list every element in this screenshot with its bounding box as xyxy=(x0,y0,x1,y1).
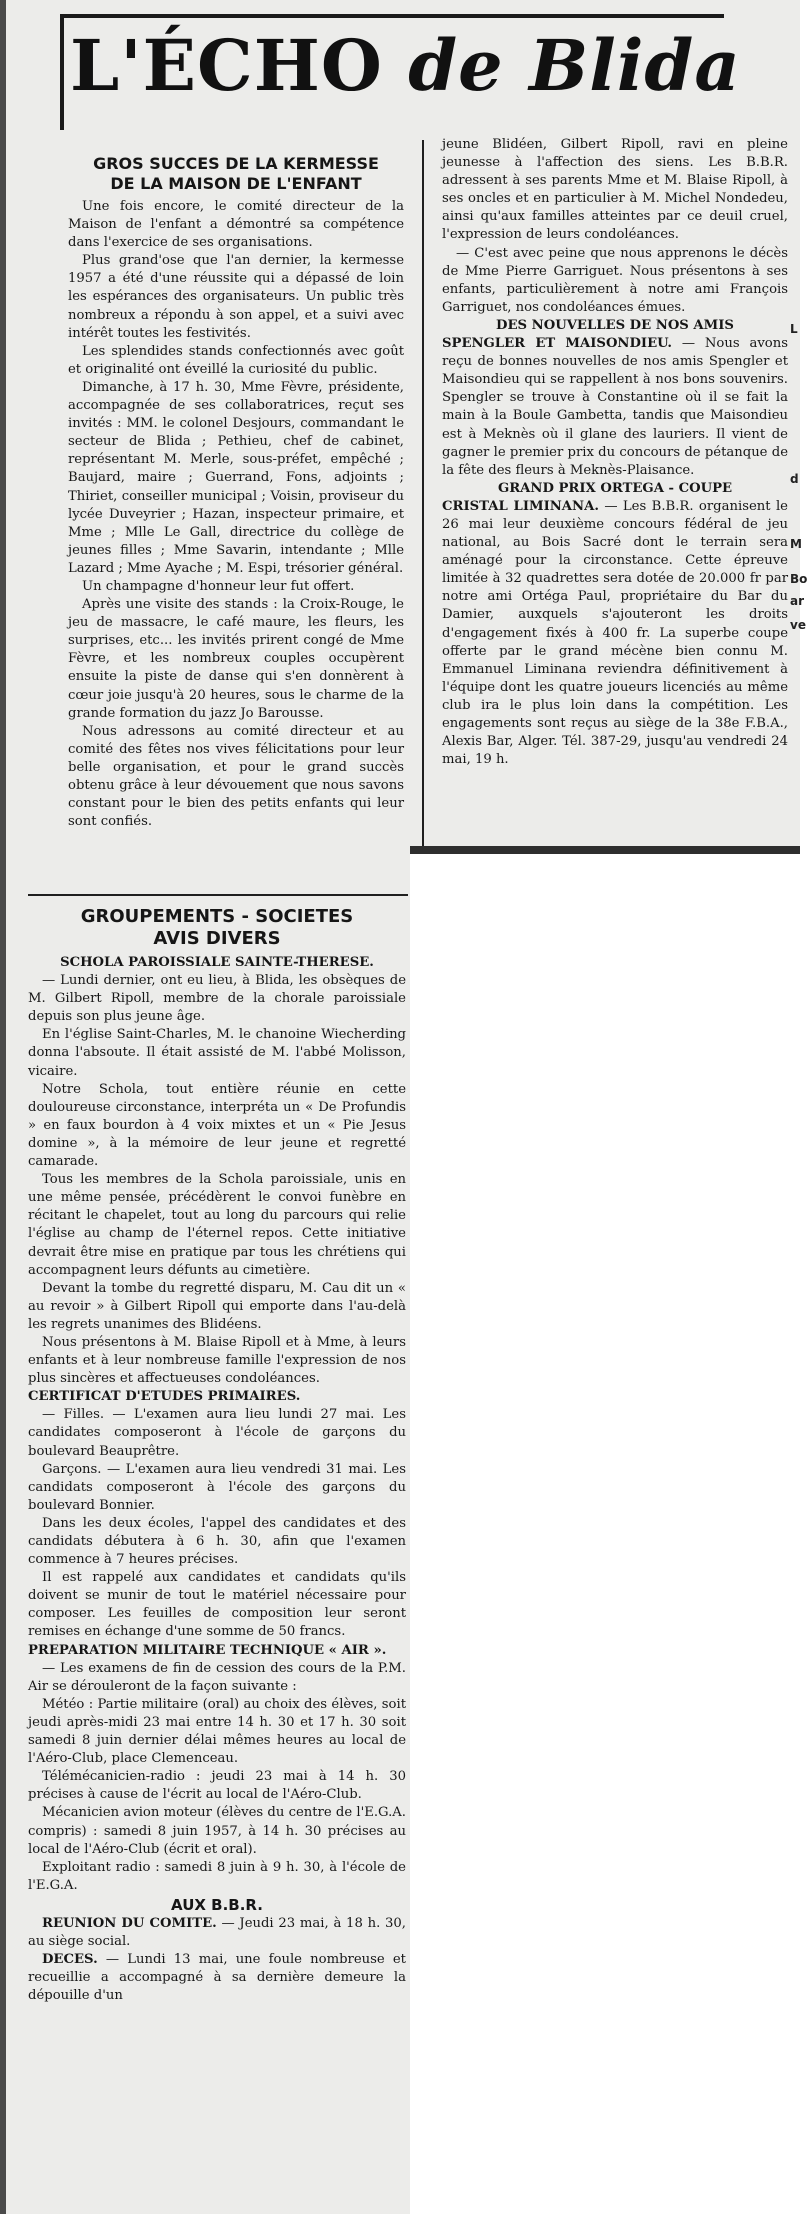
scan-edge-left xyxy=(0,0,6,2214)
reunion-head: REUNION DU COMITE. xyxy=(42,1915,217,1931)
bbr-head: AUX B.B.R. xyxy=(171,1895,263,1914)
prix-head-line1: GRAND PRIX ORTEGA - COUPE xyxy=(497,480,733,496)
schola-paragraph: Tous les membres de la Schola paroissiale, unis en une même pensée, précédèrent le convoi funèbre en récitant le chapelet, tout au long du parcours qui relie l'église au champ de l'éternel repos. Cette initiative devrait être mise en pratique par tous les chrétiens qui accompagnent leurs défunts au cimetière. xyxy=(28,1172,406,1278)
reunion-text: — Jeudi 23 mai, à 18 h. 30, au siège social. xyxy=(28,1915,406,1949)
margin-fragment: M xyxy=(790,537,802,551)
deces-text: — Lundi 13 mai, une foule nombreuse et recueillie a accompagné à sa dernière demeure la dépouille d'un xyxy=(28,1952,406,2004)
margin-fragment: ar xyxy=(790,594,805,608)
kermesse-paragraph: Une fois encore, le comité directeur de la Maison de l'enfant a démontré sa compétence dans l'exercice de ses organisations. xyxy=(68,199,404,251)
schola-paragraph: Notre Schola, tout entière réunie en cette douloureuse circonstance, interpréta un « De Profundis » en faux bourdon à 4 voix mixtes et un « Pie Jesus domine », à la mémoire de leur jeune et regretté camarade. xyxy=(28,1081,406,1170)
preparation-head: PREPARATION MILITAIRE TECHNIQUE « AIR ». xyxy=(28,1642,387,1658)
news-head-line2: SPENGLER ET MAISONDIEU. xyxy=(442,336,673,352)
certificat-paragraph: Dans les deux écoles, l'appel des candidates et des candidats débutera à 6 h. 30, afin que l'examen commence à 7 heures précises. xyxy=(28,1515,406,1568)
kermesse-paragraph: Plus grand'ose que l'an dernier, la kermesse 1957 a été d'une réussite qui a dépassé de loin les espérances des organisateurs. Un public très nombreux a répondu à son appel, et a suivi avec intérêt toutes les festivités. xyxy=(68,253,404,341)
margin-fragment: Bo xyxy=(790,572,807,586)
schola-head: SCHOLA PAROISSIALE SAINTE-THERESE. xyxy=(60,955,374,970)
margin-fragment: d xyxy=(790,472,799,486)
column-rule xyxy=(422,140,424,846)
kermesse-paragraph: Nous adressons au comité directeur et au comité des fêtes nos vives félicitations pour leur belle organisation, et pour le grand succès obtenu grâce à leur dévouement que nous savons constant pour le bien des petits enfants qui leur sont confiés. xyxy=(68,723,404,830)
certificat-paragraph: Il est rappelé aux candidates et candidats qu'ils doivent se munir de tout le matériel nécessaire pour composer. Les feuilles de composition leur seront remises en échange d'une somme de 50 francs. xyxy=(28,1570,406,1640)
kermesse-headline-line2: DE LA MAISON DE L'ENFANT xyxy=(110,174,362,193)
schola-paragraph: En l'église Saint-Charles, M. le chanoine Wiecherding donna l'absoute. Il était assisté de M. l'abbé Molisson, vicaire. xyxy=(28,1027,406,1079)
schola-paragraph: — Lundi dernier, ont eu lieu, à Blida, les obsèques de M. Gilbert Ripoll, membre de la chorale paroissiale depuis son plus jeune âge. xyxy=(28,973,406,1025)
groupements-head-line2: AVIS DIVERS xyxy=(153,928,281,949)
prix-head-line2: CRISTAL LIMINANA. xyxy=(442,498,599,514)
preparation-paragraph: — Les examens de fin de cession des cours de la P.M. Air se dérouleront de la façon suivante : xyxy=(28,1660,406,1694)
deces-head: DECES. xyxy=(42,1952,98,1968)
kermesse-paragraph: Les splendides stands confectionnés avec goût et originalité ont éveillé la curiosité du public. xyxy=(68,343,404,377)
blank-area xyxy=(410,850,800,2214)
preparation-paragraph: Télémécanicien-radio : jeudi 23 mai à 14 h. 30 précises à cause de l'écrit au local de l'Aéro-Club. xyxy=(28,1769,406,1803)
news-head-line1: DES NOUVELLES DE NOS AMIS xyxy=(496,317,734,333)
schola-paragraph: Nous présentons à M. Blaise Ripoll et à Mme, à leurs enfants et à leur nombreuse famille l'expression de nos plus sincères et affectueuses condoléances. xyxy=(28,1334,406,1387)
article-kermesse xyxy=(68,154,404,831)
certificat-paragraph: — Filles. — L'examen aura lieu lundi 27 mai. Les candidates composeront à l'école de garçons du boulevard Beauprêtre. xyxy=(28,1407,406,1459)
bbr-paragraph: jeune Blidéen, Gilbert Ripoll, ravi en pleine jeunesse à l'affection des siens. Les B.B.R. adressent à ses parents Mme et M. Blaise Ripoll, à ses oncles et en particulier à M. Michel Nondedeu, ainsi qu'aux familles atteintes par ce deuil cruel, l'expression de leurs condoléances. xyxy=(442,137,788,243)
preparation-paragraph: Exploitant radio : samedi 8 juin à 9 h. 30, à l'école de l'E.G.A. xyxy=(28,1859,406,1893)
bbr-paragraph: — C'est avec peine que nous apprenons le décès de Mme Pierre Garriguet. Nous présentons à ses enfants, particulièrement à notre ami François Garriguet, nos condoléances émues. xyxy=(442,245,788,315)
kermesse-paragraph: Un champagne d'honneur leur fut offert. xyxy=(82,578,355,594)
section-rule xyxy=(28,894,408,896)
article-groupements xyxy=(28,906,406,2005)
kermesse-paragraph: Après une visite des stands : la Croix-Rouge, le jeu de massacre, le café maure, les fleurs, les surprises, etc... les invités prirent congé de Mme Fèvre, et les nombreux couples occupèrent ensuite la piste de danse qui s'en donnèrent à cœur joie jusqu'à 20 heures, sous le charme de la grande formation du jazz Jo Barousse. xyxy=(68,597,404,721)
margin-fragment: ve xyxy=(790,618,806,632)
prix-text: — Les B.B.R. organisent le 26 mai leur deuxième concours fédéral de jeu national, au Bois Sacré dont le terrain sera aménagé pour la circonstance. Cette épreuve limitée à 32 quadrettes sera dotée de 20.000 fr par notre ami Ortéga Paul, propriétaire du Bar du Damier, auxquels s'ajouteront les droits d'engagement fixés à 400 fr. La superbe coupe offerte par le grand mécène bien connu M. Emmanuel Liminana reviendra définitivement à l'équipe dont les quatre joueurs licenciés au même club ira le plus loin dans la compétition. Les engagements sont reçus au siège de la 38e F.B.A., Alexis Bar, Alger. Tél. 387-29, jusqu'au vendredi 24 mai, 19 h. xyxy=(442,498,788,768)
margin-fragment: L xyxy=(790,322,798,336)
preparation-paragraph: Mécanicien avion moteur (élèves du centre de l'E.G.A. compris) : samedi 8 juin 1957, à 14 h. 30 précises au local de l'Aéro-Club (écrit et oral). xyxy=(28,1805,406,1857)
masthead-title xyxy=(70,24,741,107)
certificat-head: CERTIFICAT D'ETUDES PRIMAIRES. xyxy=(28,1389,301,1405)
groupements-head-line1: GROUPEMENTS - SOCIETES xyxy=(80,906,354,927)
kermesse-paragraph: Dimanche, à 17 h. 30, Mme Fèvre, présidente, accompagnée de ses collaboratrices, reçut ses invités : MM. le colonel Desjours, commandant le secteur de Blida ; Pethieu, chef de cabinet, représentant M. Merle, sous-préfet, empêché ; Baujard, maire ; Guerrand, Fons, adjoints ; Thiriet, conseiller municipal ; Voisin, proviseur du lycée Duveyrier ; Hazan, inspecteur primaire, et Mme ; Mlle Le Gall, directrice du collège de jeunes filles ; Mme Savarin, intendante ; Mlle Lazard ; Mme Ayache ; M. Espi, trésorier général. xyxy=(68,379,404,576)
masthead-title-script: de Blida xyxy=(408,24,741,107)
preparation-paragraph: Météo : Partie militaire (oral) au choix des élèves, soit jeudi après-midi 23 mai entre 14 h. 30 et 17 h. 30 soit samedi 8 juin dernier délai mêmes heures au local de l'Aéro-Club, place Clemenceau. xyxy=(28,1696,406,1767)
article-bbr-news xyxy=(442,136,788,769)
masthead-title-main: L'ÉCHO xyxy=(70,24,383,107)
schola-paragraph: Devant la tombe du regretté disparu, M. Cau dit un « au revoir » à Gilbert Ripoll qui emporte dans l'au-delà les regrets unanimes des Blidéens. xyxy=(28,1280,406,1332)
torn-edge-top xyxy=(410,846,800,854)
kermesse-headline-line1: GROS SUCCES DE LA KERMESSE xyxy=(93,154,379,173)
certificat-paragraph: Garçons. — L'examen aura lieu vendredi 31 mai. Les candidats composeront à l'école des garçons du boulevard Bonnier. xyxy=(28,1461,406,1513)
news-text: — Nous avons reçu de bonnes nouvelles de nos amis Spengler et Maisondieu qui se rappellent à nos bons souvenirs. Spengler se trouve à Constantine où il se fait la main à la Boule Gambetta, tandis que Maisondieu est à Meknès où il glane des lauriers. Il vient de gagner le premier prix du concours de pétanque de la fête des fleurs à Meknès-Plaisance. xyxy=(442,336,788,478)
